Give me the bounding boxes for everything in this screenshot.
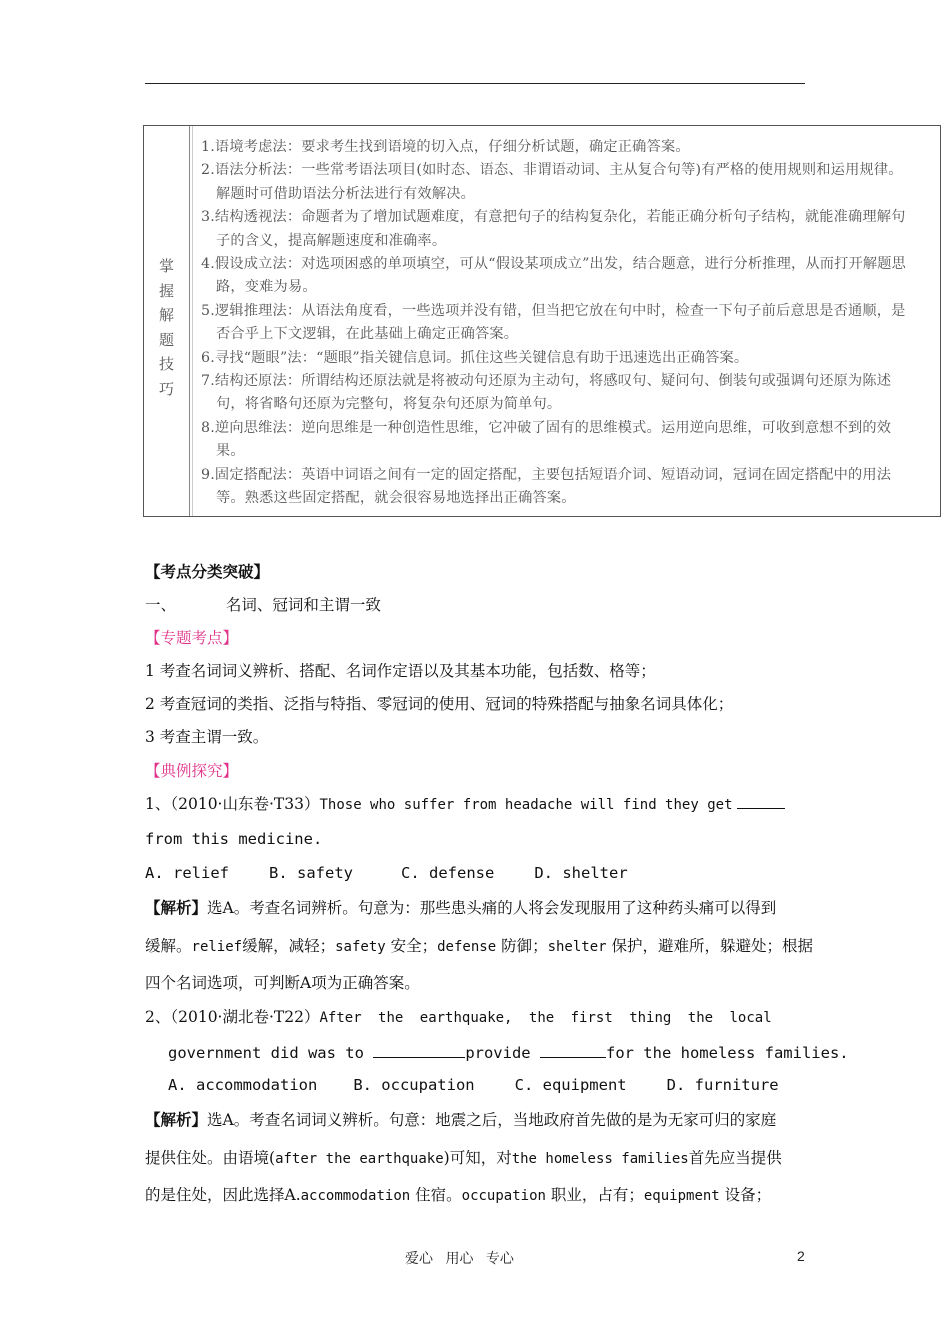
- option: B. safety: [269, 864, 353, 882]
- option: C. defense: [401, 864, 495, 882]
- table-divider: [189, 126, 190, 516]
- side-label-char: 掌: [158, 257, 174, 275]
- tip-item: 8.逆向思维法：逆向思维是一种创造性思维，它冲破了固有的思维模式。运用逆向思维，可收到意想不到的效 果。: [201, 419, 892, 460]
- topic-item: 3 考查主谓一致。: [145, 728, 269, 746]
- q1-options: [145, 864, 807, 882]
- q2-stem: 2、（2010·湖北卷·T22）After the earthquake, the first thing the local: [145, 1008, 772, 1026]
- answer-blank: [540, 1043, 606, 1058]
- side-label-char: 解: [158, 306, 174, 324]
- section-title: 【考点分类突破】: [145, 562, 270, 581]
- side-label-char: 题: [158, 330, 174, 349]
- page-number: 2: [797, 1248, 805, 1264]
- subsection-number: 一、: [145, 596, 177, 614]
- topic-item: 2 考查冠词的类指、泛指与特指、零冠词的使用、冠词的特殊搭配与抽象名词具体化；: [145, 695, 734, 713]
- tips-list: [199, 136, 939, 511]
- option: D. shelter: [534, 864, 628, 882]
- tip-item: 3.结构透视法：命题者为了增加试题难度，有意把句子的结构复杂化，若能正确分析句子结构，就能准确理解句 子的含义，提高解题速度和准确率。: [201, 209, 906, 249]
- q1-explanation-end: 四个名词选项，可判断A项为正确答案。: [145, 974, 420, 992]
- answer-blank: [737, 794, 785, 809]
- option: D. furniture: [666, 1076, 779, 1094]
- side-label-char: 巧: [158, 379, 174, 398]
- tips-table: [143, 125, 941, 517]
- tip-item: 9.固定搭配法：英语中词语之间有一定的固定搭配，主要包括短语介词、短语动词，冠词在固定搭配中的用法 等。熟悉这些固定搭配，就会很容易地选择出正确答案。: [201, 466, 892, 507]
- subsection-title: 名词、冠词和主谓一致: [225, 596, 381, 614]
- option: A. relief: [145, 864, 229, 882]
- option: B. occupation: [353, 1076, 475, 1094]
- side-label-char: 握: [158, 281, 174, 300]
- option: A. accommodation: [168, 1076, 318, 1094]
- side-label-char: 技: [158, 355, 174, 373]
- table-side-label: [144, 254, 189, 401]
- q1-explanation: 【解析】选A。考查名词辨析。句意为：那些患头痛的人将会发现服用了这种药头痛可以得到: [145, 898, 777, 917]
- tip-item: 5.逻辑推理法：从语法角度看，一些选项并没有错，但当把它放在句中时，检查一下句子前后意思是否通顺，是 否合乎上下文逻辑，在此基础上确定正确答案。: [201, 302, 906, 343]
- q2-options: [168, 1076, 830, 1094]
- q1-stem: 1、（2010·山东卷·T33）Those who suffer from headache will find they get: [145, 792, 807, 814]
- option: C. equipment: [514, 1076, 627, 1094]
- header-rule: [145, 83, 805, 84]
- q2-stem-cont: government did was to provide for the homeless families.: [168, 1044, 849, 1062]
- example-label: 【典例探究】: [145, 762, 239, 780]
- tip-item: 1.语境考虑法：要求考生找到语境的切入点，仔细分析试题，确定正确答案。: [201, 139, 690, 155]
- q2-explanation-end: 的是住处，因此选择A.accommodation 住宿。occupation 职业，占有；equipment 设备；: [145, 1186, 772, 1204]
- tip-item: 7.结构还原法：所谓结构还原法就是将被动句还原为主动句，将感叹句、疑问句、倒装句或强调句还原为陈述 句，将省略句还原为完整句，将复杂句还原为简单句。: [201, 373, 892, 413]
- tip-item: 4.假设成立法：对选项困惑的单项填空，可从“假设某项成立”出发，结合题意，进行分析推理，从而打开解题思 路，变难为易。: [201, 256, 907, 296]
- tip-item: 6.寻找“题眼”法：“题眼”指关键信息词。抓住这些关键信息有助于迅速选出正确答案。: [201, 349, 749, 366]
- q1-stem-cont: from this medicine.: [145, 830, 323, 848]
- page-footer: 爱心 用心 专心: [405, 1251, 514, 1267]
- q1-explanation-cont: 缓解。relief缓解，减轻；safety 安全；defense 防御；shelter 保护，避难所，躲避处；根据: [145, 937, 814, 955]
- topic-label: 【专题考点】: [145, 629, 239, 647]
- q2-explanation-cont: 提供住处。由语境(after the earthquake)可知，对the homeless families首先应当提供: [145, 1149, 782, 1167]
- topic-item: 1 考查名词词义辨析、搭配、名词作定语以及其基本功能，包括数、格等；: [145, 662, 656, 680]
- table-divider-inner: [192, 126, 193, 516]
- subsection-heading: [145, 593, 807, 615]
- q2-explanation: 【解析】选A。考查名词词义辨析。句意：地震之后，当地政府首先做的是为无家可归的家庭: [145, 1110, 777, 1129]
- tip-item: 2.语法分析法：一些常考语法项目(如时态、语态、非谓语动词、主从复合句等)有严格的使用规则和运用规律。 解题时可借助语法分析法进行有效解决。: [201, 162, 903, 202]
- answer-blank: [373, 1043, 465, 1058]
